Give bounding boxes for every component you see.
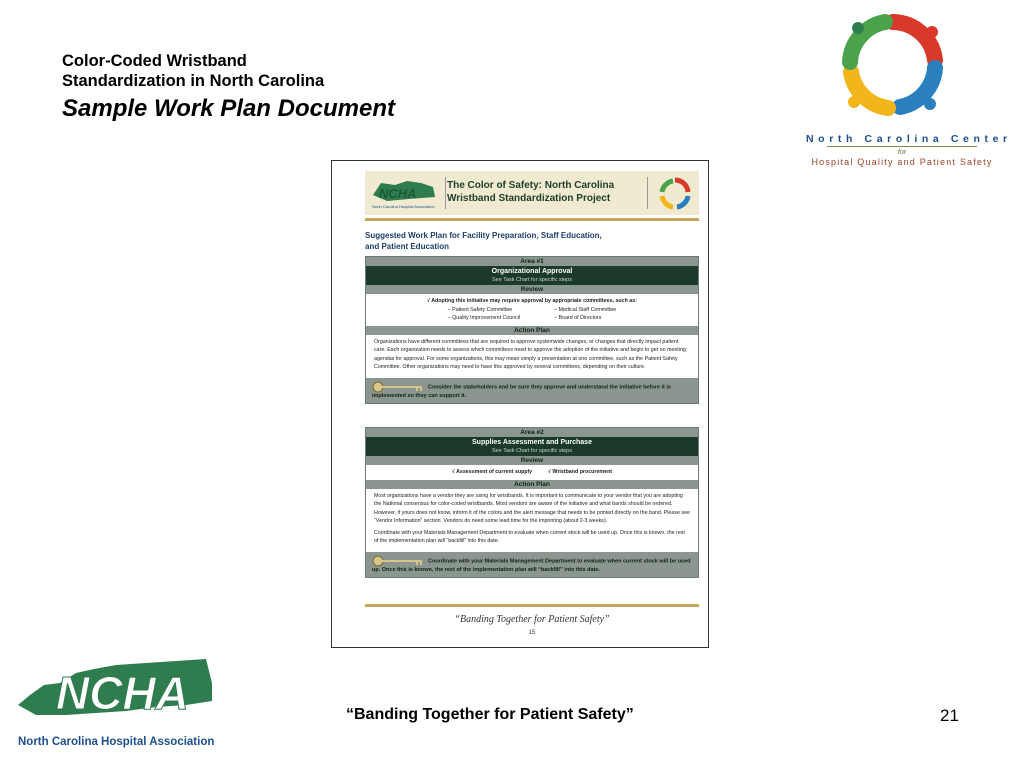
committee-item: – Quality Improvement Council	[447, 315, 521, 321]
review-content	[366, 294, 698, 326]
area-2-section	[365, 427, 699, 578]
review-committees	[372, 306, 692, 323]
nc-center-name: North Carolina Center	[806, 133, 1012, 145]
area-subtitle: See Task Chart for specific steps	[492, 448, 572, 454]
nc-center-subtitle: Hospital Quality and Patient Safety	[811, 157, 993, 167]
ncha-mini-logo	[369, 175, 439, 211]
action-plan-text	[366, 489, 698, 552]
area-subtitle: See Task Chart for specific steps	[492, 277, 572, 283]
committee-item: – Board of Directors	[554, 315, 602, 321]
nc-center-mini-logo	[655, 174, 695, 214]
key-icon	[372, 381, 424, 393]
review-item: √ Wristband procurement	[548, 469, 613, 475]
header-divider	[647, 177, 648, 209]
ncha-logo	[16, 655, 216, 725]
work-plan-title-line-2: and Patient Education	[365, 242, 450, 251]
slide-number: 21	[940, 706, 959, 725]
svg-text:NCHA: NCHA	[379, 186, 417, 201]
review-item: √ Assessment of current supply	[451, 469, 533, 475]
area-1-section	[365, 256, 699, 404]
slide-title-block	[62, 51, 395, 124]
action-plan-text	[366, 335, 698, 378]
tip-text: Consider the stakeholders and be sure they approve and understand the initiative before it is implemented so they can support it.	[372, 383, 671, 399]
committee-item: – Medical Staff Committee	[554, 306, 617, 313]
title-line-2: Standardization in North Carolina	[62, 72, 325, 90]
header-divider	[445, 177, 446, 209]
key-tip	[366, 552, 698, 577]
area-heading	[366, 266, 698, 285]
committee-item: – Patient Safety Committee	[447, 306, 513, 313]
nc-center-wordmark	[806, 133, 1012, 167]
review-label: Review	[366, 285, 698, 294]
work-plan-title	[365, 230, 665, 252]
doc-header	[365, 171, 699, 215]
action-paragraph: Coordinate with your Materials Management Department to evaluate when current stock will be used up. Once this is known, the rest of the implementation plan will “backfill” into this date.	[374, 529, 685, 544]
ncha-name: North Carolina Hospital Association	[18, 736, 215, 748]
wordmark-divider	[827, 146, 977, 147]
doc-header-title: The Color of Safety: North Carolina Wristband Standardization Project	[447, 180, 615, 204]
nc-center-for: for	[897, 149, 907, 156]
review-label: Review	[366, 456, 698, 465]
work-plan-title-line-1: Suggested Work Plan for Facility Preparation, Staff Education,	[365, 231, 602, 240]
key-tip	[366, 378, 698, 403]
doc-page-number: 15	[528, 630, 536, 636]
tip-text: Coordinate with your Materials Management Department to evaluate when current stock will be used up. Once this is known, the rest of the implementation plan will “backfill” into this date.	[372, 557, 691, 573]
nc-center-hands-logo	[838, 10, 948, 120]
footer-motto: “Banding Together for Patient Safety”	[346, 706, 634, 723]
svg-text:North Carolina Hospital Associ: North Carolina Hospital Association	[372, 204, 435, 209]
action-plan-label: Action Plan	[366, 326, 698, 335]
area-title: Supplies Assessment and Purchase	[472, 439, 592, 446]
action-paragraph: Organizations have different committees that are required to approve systemwide changes, or changes that directly impact patient care. Each organization needs to assess which committees need to approve the adoption of the initiative and begin to get on meeting agendas for approval. For some organizations, this may mean simply a presentation at one committee, such as the Patient Safety Committee. Other organizations may need to have this approved by several committees, depending on their culture.	[374, 338, 686, 370]
page-title: Sample Work Plan Document	[62, 95, 395, 122]
header-gold-rule	[365, 218, 699, 221]
area-title: Organizational Approval	[491, 268, 573, 275]
action-paragraph: Most organizations have a vendor they are using for wristbands. It is important to communicate to your vendor that you are adopting the National consensus for color-coded wristbands. Most vendors are aware of the initiative and what bands should be ordered. However, if yours does not know, inform it of the colors and the alert message that needs to be printed directly on the band. Please see “Vendor Information” section. Vendors do need some lead time for the imprinting (about 2-3 weeks).	[374, 492, 690, 524]
action-plan-label: Action Plan	[366, 480, 698, 489]
title-line-1: Color-Coded Wristband	[62, 52, 247, 70]
area-heading	[366, 437, 698, 456]
footer-gold-rule	[365, 604, 699, 607]
area-label: Area #2	[366, 428, 698, 437]
key-icon	[372, 555, 424, 567]
area-label: Area #1	[366, 257, 698, 266]
doc-motto: “Banding Together for Patient Safety”	[454, 614, 610, 625]
sample-document-page	[331, 160, 709, 648]
svg-text:NCHA: NCHA	[56, 667, 189, 719]
review-main: √ Adopting this initiative may require approval by appropriate committees, such as:	[427, 298, 637, 304]
review-content	[366, 465, 698, 480]
